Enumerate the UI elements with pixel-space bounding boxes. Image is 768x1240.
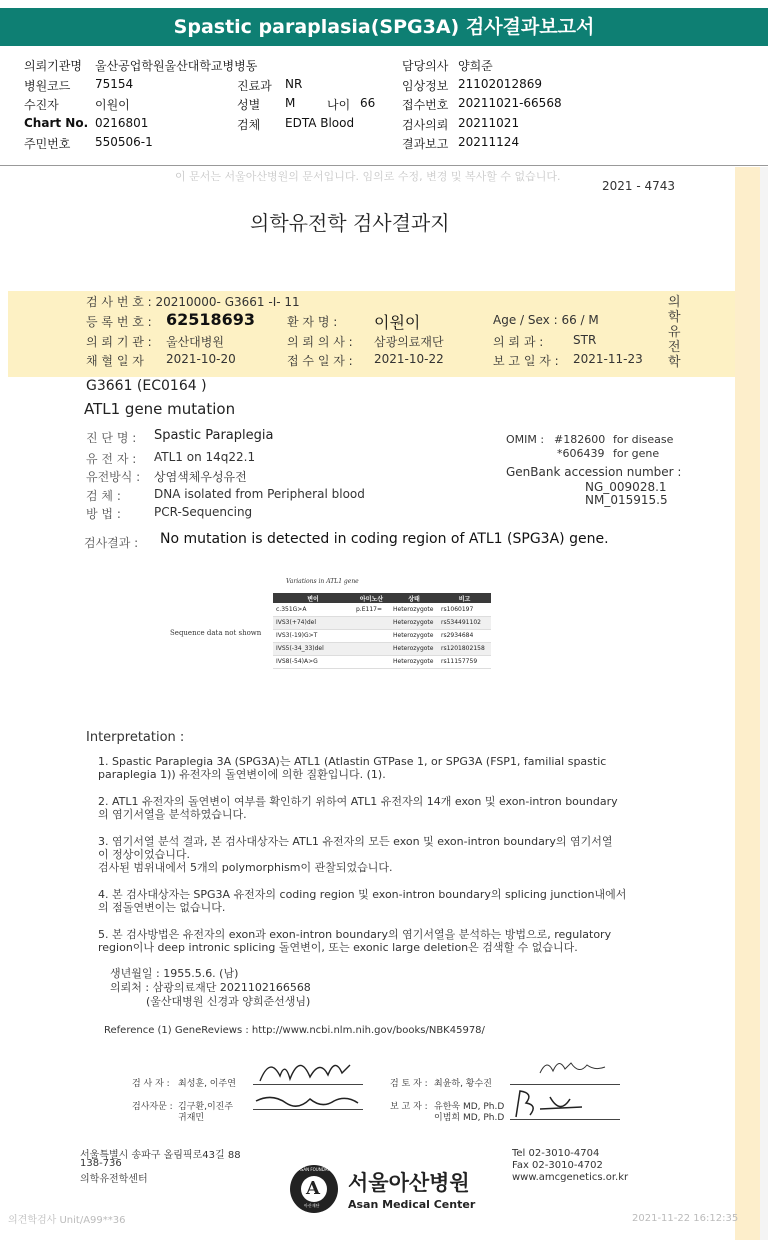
dept-value-doc: STR bbox=[573, 333, 597, 347]
table-cell: rs1060197 bbox=[438, 603, 491, 616]
logo-ring-text: ASAN FOUNDATION bbox=[298, 1167, 337, 1172]
advisor-label: 검사자문 : bbox=[132, 1102, 173, 1112]
dept-label: 진료과 bbox=[237, 79, 272, 93]
footer-right: 2021-11-22 16:12:35 bbox=[632, 1213, 739, 1224]
patient-name-value: 이원이 bbox=[374, 313, 421, 332]
table-header: 아미노산 bbox=[353, 593, 390, 603]
table-cell: Heterozygote bbox=[390, 629, 438, 642]
hospital-name-en: Asan Medical Center bbox=[348, 1198, 476, 1211]
gene-value: ATL1 on 14q22.1 bbox=[154, 450, 256, 464]
reference: Reference (1) GeneReviews : http://www.ncbi.nlm.nih.gov/books/NBK45978/ bbox=[104, 1025, 485, 1036]
address-line-2: 138-736 bbox=[80, 1158, 122, 1169]
clinical-value: 21102012869 bbox=[458, 77, 542, 91]
advisor-value-2: 귀재민 bbox=[178, 1113, 205, 1123]
table-cell: Heterozygote bbox=[390, 616, 438, 629]
report-label: 결과보고 bbox=[402, 137, 449, 151]
reporter-signature bbox=[510, 1085, 590, 1121]
gene-label: 유 전 자 : bbox=[86, 452, 137, 466]
table-cell: c.351G>A bbox=[273, 603, 353, 616]
table-cell bbox=[353, 629, 390, 642]
tester-signature bbox=[250, 1051, 360, 1087]
exam-number: 검 사 번 호 : 20210000- G3661 -I- 11 bbox=[86, 295, 300, 309]
table-cell: p.E117= bbox=[353, 603, 390, 616]
hospital-name-ko: 서울아산병원 bbox=[348, 1171, 470, 1195]
table-header: 상태 bbox=[390, 593, 438, 603]
interp-p1a: 1. Spastic Paraplegia 3A (SPG3A)는 ATL1 (Atlastin GTPase 1, or SPG3A (FSP1, familial spastic bbox=[98, 755, 607, 768]
chart-value: 0216801 bbox=[95, 116, 149, 130]
reporter-label: 보 고 자 : bbox=[390, 1102, 428, 1112]
interp-p3c: 검사된 범위내에서 5개의 polymorphism이 관찰되었습니다. bbox=[98, 861, 393, 874]
table-cell: IVS3(-19)G>T bbox=[273, 629, 353, 642]
code-label: 병원코드 bbox=[24, 79, 71, 93]
table-cell: rs534491102 bbox=[438, 616, 491, 629]
table-cell: Heterozygote bbox=[390, 655, 438, 668]
hospital-label: 의뢰기관명 bbox=[24, 59, 82, 73]
advisor-signature bbox=[252, 1089, 362, 1117]
referrer-detail: (울산대병원 신경과 양희준선생님) bbox=[146, 995, 311, 1008]
patient-label: 수진자 bbox=[24, 98, 59, 112]
resident-value: 550506-1 bbox=[95, 135, 153, 149]
table-cell: rs2934684 bbox=[438, 629, 491, 642]
collect-value: 2021-10-20 bbox=[166, 352, 236, 366]
address-line-3: 의학유전학센터 bbox=[80, 1174, 148, 1185]
logo-inner-text: 아산재단 bbox=[304, 1203, 320, 1208]
hospital-value: 울산공업학원울산대학교병병동 bbox=[95, 59, 258, 73]
genbank-2: NM_015915.5 bbox=[585, 493, 668, 507]
table-cell: IVS8(-54)A>G bbox=[273, 655, 353, 668]
test-name: ATL1 gene mutation bbox=[84, 400, 236, 418]
interp-p5b: region이나 deep intronic splicing 돌연변이, 또는 exonic large deletion은 검색할 수 없습니다. bbox=[98, 941, 578, 954]
reviewer-value: 최윤하, 황수진 bbox=[434, 1079, 492, 1089]
req-doctor-value: 삼광의료재단 bbox=[374, 335, 444, 349]
reviewer-signature bbox=[535, 1053, 615, 1083]
document-number: 2021 - 4743 bbox=[602, 179, 676, 193]
specimen-label: 검체 bbox=[237, 118, 261, 132]
org-value: 울산대병원 bbox=[166, 335, 224, 349]
document-heading: 의학유전학 검사결과지 bbox=[250, 211, 450, 235]
age-value: 66 bbox=[360, 96, 376, 110]
table-cell bbox=[353, 642, 390, 655]
report-value: 20211124 bbox=[458, 135, 520, 149]
doctor-value: 양희준 bbox=[458, 59, 493, 73]
table-row bbox=[273, 642, 491, 655]
interp-p2a: 2. ATL1 유전자의 돌연변이 여부를 확인하기 위하여 ATL1 유전자의 14개 exon 및 exon-intron boundary bbox=[98, 795, 618, 808]
specimen-value: EDTA Blood bbox=[285, 116, 355, 130]
patient-value: 이원이 bbox=[95, 98, 130, 112]
referrer: 의뢰처 : 삼광의료재단 2021102166568 bbox=[110, 981, 311, 994]
inherit-label: 유전방식 : bbox=[86, 470, 141, 484]
collect-label: 채 혈 일 자 bbox=[86, 354, 144, 368]
website: www.amcgenetics.or.kr bbox=[512, 1172, 629, 1183]
patient-name-label: 환 자 명 : bbox=[287, 315, 338, 329]
receipt-value: 20211021-66568 bbox=[458, 96, 562, 110]
table-header: 변이 bbox=[273, 593, 353, 603]
reg-no-label: 등 록 번 호 : bbox=[86, 315, 152, 329]
table-cell bbox=[353, 616, 390, 629]
interp-p5a: 5. 본 검사방법은 유전자의 exon과 exon-intron boundary의 염기서열을 분석하는 방법으로, regulatory bbox=[98, 928, 612, 941]
chart-label: Chart No. bbox=[24, 116, 89, 130]
resident-label: 주민번호 bbox=[24, 137, 71, 151]
omim-label: OMIM : bbox=[506, 433, 545, 446]
spec-value: DNA isolated from Peripheral blood bbox=[154, 487, 365, 501]
table-row bbox=[273, 616, 491, 629]
tester-value: 최성훈, 이주연 bbox=[178, 1079, 236, 1089]
accept-value: 2021-10-22 bbox=[374, 352, 444, 366]
spec-label: 검 체 : bbox=[86, 489, 121, 503]
interpretation-label: Interpretation : bbox=[86, 730, 185, 745]
report-date-value: 2021-11-23 bbox=[573, 352, 643, 366]
dept-label-doc: 의 뢰 과 : bbox=[493, 335, 544, 349]
birth-date: 생년월일 : 1955.5.6. (남) bbox=[110, 967, 239, 980]
variations-table bbox=[273, 593, 491, 669]
genbank-label: GenBank accession number : bbox=[506, 465, 682, 479]
table-row bbox=[273, 655, 491, 668]
address-line-1: 서울특별시 송파구 올림픽로43길 88 bbox=[80, 1150, 241, 1161]
reviewer-label: 검 토 자 : bbox=[390, 1079, 428, 1089]
table-cell: IVS5(-34_33)del bbox=[273, 642, 353, 655]
interp-p3a: 3. 염기서열 분석 결과, 본 검사대상자는 ATL1 유전자의 모든 exon 및 exon-intron boundary의 염기서열 bbox=[98, 835, 613, 848]
watermark-text: 이 문서는 서울아산병원의 문서입니다. 임의로 수정, 변경 및 복사할 수 없습니다. bbox=[175, 170, 561, 183]
method-value: PCR-Sequencing bbox=[154, 505, 253, 519]
table-row bbox=[273, 603, 491, 616]
omim-gene: *606439 bbox=[557, 447, 605, 460]
scanned-report bbox=[0, 167, 768, 1240]
reporter-value-2: 이범희 MD, Ph.D bbox=[434, 1113, 505, 1123]
test-code: G3661 (EC0164 ) bbox=[86, 378, 207, 394]
inherit-value: 상염색체우성유전 bbox=[154, 470, 247, 484]
reporter-value: 유한욱 MD, Ph.D bbox=[434, 1102, 505, 1112]
table-header: 비고 bbox=[438, 593, 491, 603]
table-cell: IVS3(+74)del bbox=[273, 616, 353, 629]
table-cell: rs11157759 bbox=[438, 655, 491, 668]
interp-p1b: paraplegia 1)) 유전자의 돌연변이에 의한 질환입니다. (1). bbox=[98, 768, 386, 781]
accept-label: 접 수 일 자 : bbox=[287, 354, 353, 368]
table-cell bbox=[353, 655, 390, 668]
dept-value: NR bbox=[285, 77, 303, 91]
reporter-sign-line bbox=[510, 1119, 620, 1120]
interp-p2b: 의 염기서열을 분석하였습니다. bbox=[98, 808, 247, 821]
omim-disease: #182600 bbox=[554, 433, 606, 446]
reg-no-value: 62518693 bbox=[166, 310, 256, 329]
doctor-label: 담당의사 bbox=[402, 59, 449, 73]
age-label: 나이 bbox=[327, 98, 351, 112]
age-sex: Age / Sex : 66 / M bbox=[493, 313, 599, 327]
page-edge-strip-outer bbox=[760, 167, 768, 1240]
highlight-band-right bbox=[688, 291, 735, 377]
sex-label: 성별 bbox=[237, 98, 261, 112]
method-label: 방 법 : bbox=[86, 507, 121, 521]
logo-mark: A bbox=[306, 1178, 320, 1199]
header-info bbox=[0, 46, 768, 166]
tester-label: 검 사 자 : bbox=[132, 1079, 170, 1089]
interp-p3b: 이 정상이었습니다. bbox=[98, 848, 191, 861]
table-cell: Heterozygote bbox=[390, 642, 438, 655]
request-label: 검사의뢰 bbox=[402, 118, 449, 132]
receipt-label: 접수번호 bbox=[402, 98, 449, 112]
org-label: 의 뢰 기 관 : bbox=[86, 335, 152, 349]
request-value: 20211021 bbox=[458, 116, 520, 130]
diag-label: 진 단 명 : bbox=[86, 431, 137, 445]
result-value: No mutation is detected in coding region of ATL1 (SPG3A) gene. bbox=[160, 531, 609, 547]
result-label: 검사결과 : bbox=[84, 536, 139, 550]
footer-left: 의견학검사 Unit/A99**36 bbox=[8, 1215, 126, 1226]
phone: Tel 02-3010-4704 bbox=[512, 1148, 600, 1159]
sex-value: M bbox=[285, 96, 296, 110]
report-date-label: 보 고 일 자 : bbox=[493, 354, 559, 368]
table-cell: Heterozygote bbox=[390, 603, 438, 616]
table-row bbox=[273, 629, 491, 642]
interp-p4a: 4. 본 검사대상자는 SPG3A 유전자의 coding region 및 exon-intron boundary의 splicing junction내에서 bbox=[98, 888, 627, 901]
variations-caption: Variations in ATL1 gene bbox=[286, 578, 359, 585]
advisor-sign-line bbox=[253, 1109, 363, 1110]
interp-p4b: 의 점돌연변이는 없습니다. bbox=[98, 901, 226, 914]
table-header-row bbox=[273, 593, 491, 603]
fax: Fax 02-3010-4702 bbox=[512, 1160, 603, 1171]
table-cell: rs1201802158 bbox=[438, 642, 491, 655]
tester-sign-line bbox=[253, 1084, 363, 1085]
genbank-1: NG_009028.1 bbox=[585, 480, 667, 494]
req-doctor-label: 의 뢰 의 사 : bbox=[287, 335, 353, 349]
report-title: Spastic paraplasia(SPG3A) 검사결과보고서 bbox=[0, 8, 768, 46]
advisor-value: 김구환,이진주 bbox=[178, 1102, 234, 1112]
vertical-side-label: 의 학 유 전 학 bbox=[668, 295, 681, 370]
clinical-label: 임상정보 bbox=[402, 79, 449, 93]
omim-disease-note: for disease bbox=[613, 433, 674, 446]
diag-value: Spastic Paraplegia bbox=[154, 428, 274, 443]
sequence-note: Sequence data not shown bbox=[170, 629, 262, 637]
code-value: 75154 bbox=[95, 77, 134, 91]
omim-gene-note: for gene bbox=[613, 447, 660, 460]
